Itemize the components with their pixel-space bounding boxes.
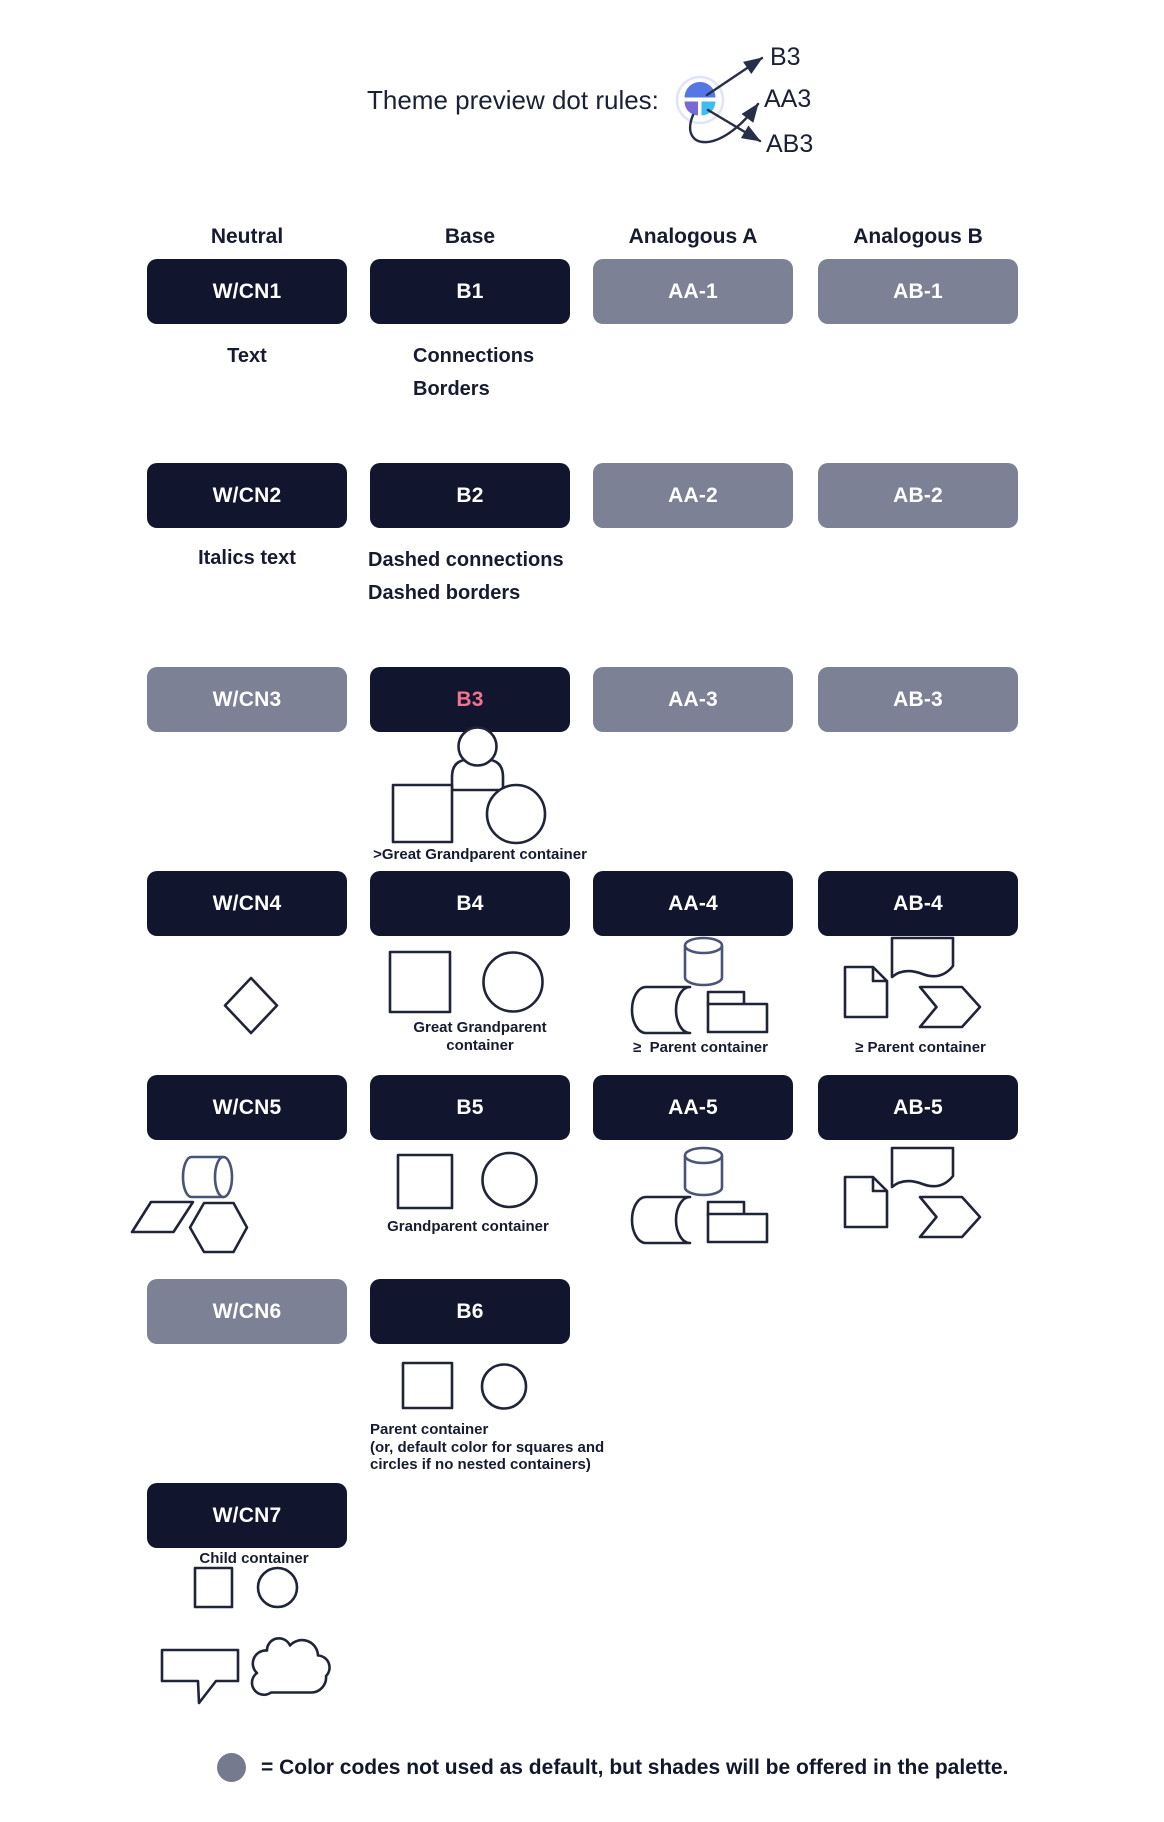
swatch-wcn1: W/CN1 [147,259,347,324]
page-icon [845,967,887,1017]
parallelogram-icon [132,1202,193,1232]
database-cylinder-top-icon [685,938,722,953]
arrow-to-ab3 [708,110,760,141]
caption-child-container: Child container [199,1550,309,1567]
swatch-wcn6: W/CN6 [147,1279,347,1344]
swatch-b5: B5 [370,1075,570,1140]
square-icon [390,952,450,1012]
column-header-neutral: Neutral [210,225,284,248]
swatch-b4: B4 [370,871,570,936]
square-icon [393,785,452,842]
swatch-wcn5: W/CN5 [147,1075,347,1140]
circle-icon [258,1568,297,1607]
speech-bubble-icon [162,1650,238,1703]
person-head-icon [459,728,497,766]
b6-shape-group [403,1363,526,1409]
swatch-wcn2: W/CN2 [147,463,347,528]
b3-shape-group [393,728,545,844]
swatch-aa2: AA-2 [593,463,793,528]
horizontal-cylinder-icon [183,1157,224,1197]
caption-dashed-borders: Dashed borders [368,582,521,604]
circle-icon [484,953,543,1012]
square-icon [398,1155,452,1208]
caption-connections-borders [413,340,534,406]
swatch-wcn7: W/CN7 [147,1483,347,1548]
circle-icon [482,1365,526,1409]
swatch-b6: B6 [370,1279,570,1344]
page-title: Theme preview dot rules: [367,85,659,115]
caption-dashed-connections: Dashed connections [368,549,564,571]
folder-body-icon [708,1004,767,1032]
ab-shape-group-copy [845,1148,980,1237]
hexagon-icon [190,1203,247,1252]
caption-parent-ab: ≥ Parent container [855,1039,986,1056]
document-wave-icon [892,938,953,977]
caption-parent-line2: (or, default color for squares and [370,1438,605,1456]
swatch-aa1: AA-1 [593,259,793,324]
dot-ring [677,77,723,123]
database-cylinder-icon [685,946,722,986]
swatch-b2: B2 [370,463,570,528]
wcn7-shape-group [162,1568,330,1703]
aa-shape-group [632,938,767,1033]
swatch-ab1: AB-1 [818,259,1018,324]
caption-parent-aa: ≥ Parent container [633,1039,768,1056]
horizontal-cylinder-end-icon [215,1157,232,1197]
ab-shape-group [845,938,980,1027]
column-header-analogous-a: Analogous A [628,225,758,248]
square-icon [403,1363,452,1408]
caption-dashed [368,544,564,610]
swatch-ab5: AB-5 [818,1075,1018,1140]
swatch-aa4: AA-4 [593,871,793,936]
circle-icon [487,785,545,843]
square-icon [195,1568,232,1607]
arrow-to-b3 [707,58,762,95]
swatch-b3: B3 [370,667,570,732]
caption-great-grandparent-gt: >Great Grandparent container [373,846,587,863]
caption-connections: Connections [413,345,535,367]
dot-segment-bottom-right [702,102,716,116]
swatch-ab3: AB-3 [818,667,1018,732]
caption-parent-line1: Parent container [370,1421,489,1438]
dot-rule-label-b3: B3 [770,43,801,71]
caption-parent-default [370,1421,604,1474]
legend-dot [217,1753,246,1782]
caption-italics-text: Italics text [198,547,296,569]
b5-shape-group [398,1153,537,1208]
swatch-aa5: AA-5 [593,1075,793,1140]
swatch-ab4: AB-4 [818,871,1018,936]
swatch-wcn4: W/CN4 [147,871,347,936]
caption-text: Text [227,345,267,367]
swatch-b1: B1 [370,259,570,324]
page-fold-icon [873,967,887,981]
column-header-base: Base [444,225,496,248]
circle-icon [483,1153,537,1207]
legend-text: = Color codes not used as default, but shades will be offered in the palette. [261,1756,1009,1779]
arrow-to-aa3 [690,104,758,142]
b4-shape-group [390,952,543,1012]
aa-shape-group-copy [632,1148,767,1243]
caption-great-grandparent: Great Grandparent container [413,1019,547,1054]
dot-rule-label-aa3: AA3 [764,85,812,113]
caption-borders: Borders [413,378,490,400]
person-body-icon [452,760,503,791]
cloud-icon [252,1638,330,1694]
wcn5-shape-group [132,1157,247,1252]
folder-tab-icon [708,992,744,1005]
chevron-banner-icon [920,987,980,1027]
caption-parent-line3: circles if no nested containers) [370,1456,591,1473]
dot-segment-top [685,82,716,98]
swatch-aa3: AA-3 [593,667,793,732]
swatch-ab2: AB-2 [818,463,1018,528]
theme-preview-dot [677,58,762,142]
swatch-wcn3: W/CN3 [147,667,347,732]
stored-data-icon [632,987,690,1033]
column-header-analogous-b: Analogous B [853,225,983,248]
caption-grandparent: Grandparent container [387,1218,549,1235]
dot-segment-bottom-left [685,102,699,116]
diamond-icon [225,978,277,1033]
dot-rule-label-ab3: AB3 [766,130,814,158]
